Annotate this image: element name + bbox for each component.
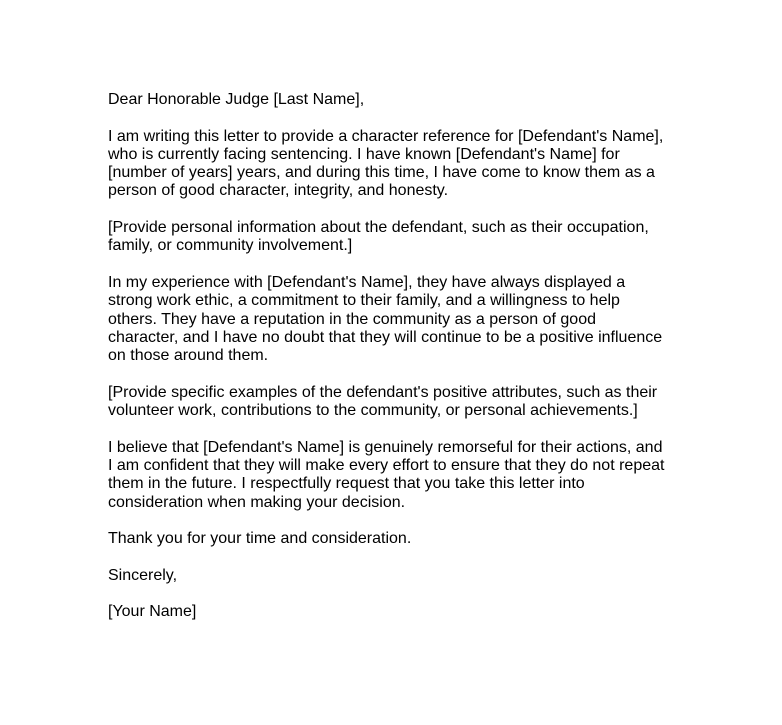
paragraph-line: character, and I have no doubt that they will continue to be a positive influence — [108, 328, 663, 346]
paragraph-request — [108, 439, 708, 512]
paragraph-line: who is currently facing sentencing. I have known [Defendant's Name] for — [108, 145, 620, 163]
paragraph-line: In my experience with [Defendant's Name], they have always displayed a — [108, 273, 626, 291]
salutation-line: Dear Honorable Judge [Last Name], — [108, 91, 365, 108]
signature-text: [Your Name] — [108, 603, 197, 621]
thanks-line — [108, 530, 708, 548]
paragraph-introduction — [108, 128, 708, 201]
paragraph-line: strong work ethic, a commitment to their family, and a willingness to help — [108, 292, 620, 310]
paragraph-line: consideration when making your decision. — [108, 493, 406, 511]
paragraph-line: volunteer work, contributions to the community, or personal achievements.] — [108, 402, 638, 420]
letter-body — [108, 91, 708, 640]
paragraph-line: family, or community involvement.] — [108, 237, 353, 255]
paragraph-line: [Provide personal information about the defendant, such as their occupation, — [108, 219, 649, 237]
thanks-text: Thank you for your time and consideration. — [108, 530, 412, 548]
paragraph-line: them in the future. I respectfully request that you take this letter into — [108, 475, 585, 493]
closing-line — [108, 567, 708, 585]
paragraph-line: on those around them. — [108, 347, 269, 365]
paragraph-line: I believe that [Defendant's Name] is genuinely remorseful for their actions, and — [108, 438, 663, 456]
paragraph-line: I am confident that they will make every effort to ensure that they do not repeat — [108, 456, 665, 474]
paragraph-examples-placeholder — [108, 384, 708, 421]
paragraph-personal-info-placeholder — [108, 219, 708, 256]
signature-line — [108, 603, 708, 621]
paragraph-line: others. They have a reputation in the community as a person of good — [108, 310, 596, 328]
paragraph-line: person of good character, integrity, and honesty. — [108, 182, 449, 200]
closing-text: Sincerely, — [108, 566, 178, 584]
paragraph-experience — [108, 274, 708, 365]
paragraph-line: I am writing this letter to provide a character reference for [Defendant's Name], — [108, 127, 664, 145]
paragraph-line: [number of years] years, and during this time, I have come to know them as a — [108, 164, 655, 182]
paragraph-line: [Provide specific examples of the defendant's positive attributes, such as their — [108, 383, 658, 401]
salutation — [108, 91, 708, 109]
